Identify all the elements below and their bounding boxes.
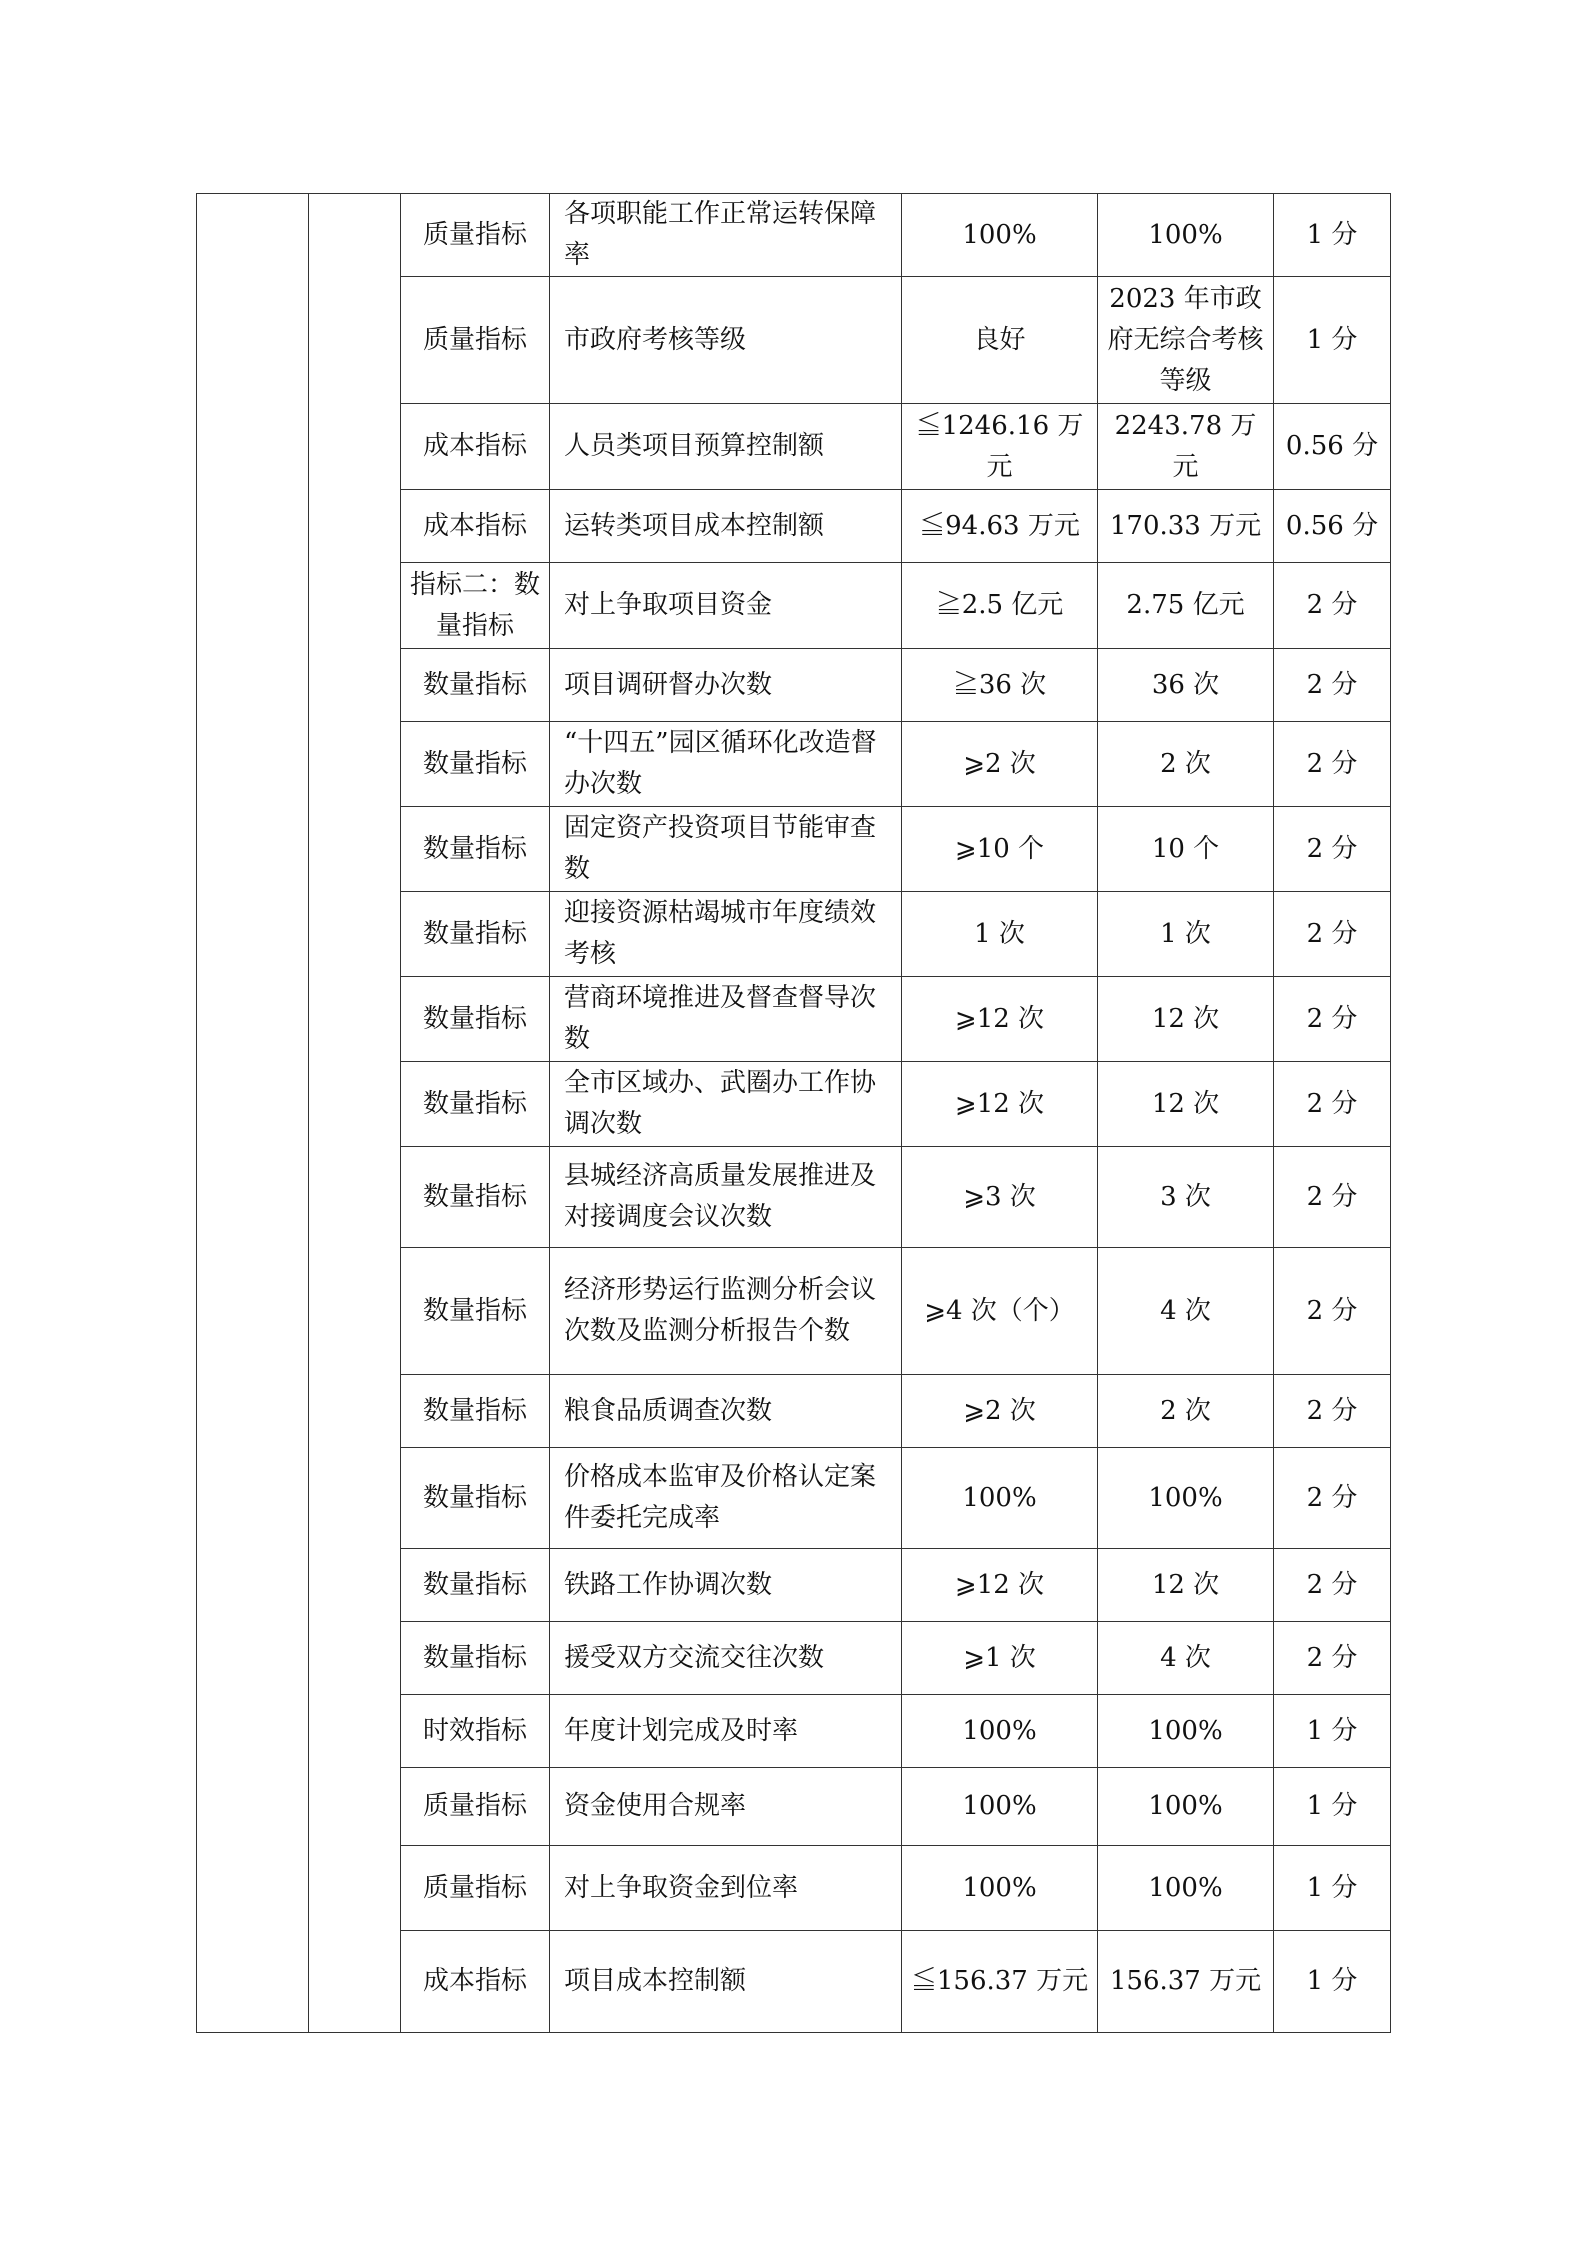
indicator-content-cell: 经济形势运行监测分析会议次数及监测分析报告个数 <box>550 1248 902 1375</box>
indicator-category-cell: 数量指标 <box>401 1062 550 1147</box>
indicator-category-cell: 数量指标 <box>401 807 550 892</box>
indicator-content-cell: 全市区域办、武圈办工作协调次数 <box>550 1062 902 1147</box>
target-value-cell: ⩾12 次 <box>902 1549 1098 1622</box>
actual-value-cell: 2 次 <box>1098 1375 1274 1448</box>
target-value-cell: ≧36 次 <box>902 649 1098 722</box>
actual-value-cell: 12 次 <box>1098 1062 1274 1147</box>
score-cell: 2 分 <box>1274 807 1391 892</box>
indicator-content-cell: 项目成本控制额 <box>550 1931 902 2033</box>
indicator-category-cell: 数量指标 <box>401 1375 550 1448</box>
actual-value-cell: 36 次 <box>1098 649 1274 722</box>
actual-value-cell: 12 次 <box>1098 1549 1274 1622</box>
target-value-cell: 100% <box>902 1448 1098 1549</box>
score-cell: 2 分 <box>1274 1248 1391 1375</box>
blank-level1-column <box>197 194 309 2033</box>
score-cell: 2 分 <box>1274 1448 1391 1549</box>
indicator-content-cell: 资金使用合规率 <box>550 1768 902 1846</box>
indicator-content-cell: 援受双方交流交往次数 <box>550 1622 902 1695</box>
indicator-category-cell: 数量指标 <box>401 649 550 722</box>
score-cell: 1 分 <box>1274 1931 1391 2033</box>
indicator-content-cell: 对上争取项目资金 <box>550 563 902 649</box>
indicator-category-cell: 数量指标 <box>401 977 550 1062</box>
score-cell: 2 分 <box>1274 892 1391 977</box>
target-value-cell: 1 次 <box>902 892 1098 977</box>
indicator-content-cell: 铁路工作协调次数 <box>550 1549 902 1622</box>
actual-value-cell: 100% <box>1098 194 1274 277</box>
target-value-cell: ⩾1 次 <box>902 1622 1098 1695</box>
indicator-content-cell: 迎接资源枯竭城市年度绩效考核 <box>550 892 902 977</box>
indicator-category-cell: 数量指标 <box>401 1448 550 1549</box>
score-cell: 1 分 <box>1274 1695 1391 1768</box>
indicator-content-cell: 县城经济高质量发展推进及对接调度会议次数 <box>550 1147 902 1248</box>
actual-value-cell: 156.37 万元 <box>1098 1931 1274 2033</box>
target-value-cell: 100% <box>902 1768 1098 1846</box>
actual-value-cell: 100% <box>1098 1768 1274 1846</box>
target-value-cell: ⩾12 次 <box>902 977 1098 1062</box>
indicator-category-cell: 质量指标 <box>401 277 550 404</box>
table-body <box>197 194 1391 2033</box>
score-cell: 1 分 <box>1274 1768 1391 1846</box>
actual-value-cell: 4 次 <box>1098 1622 1274 1695</box>
indicator-content-cell: 项目调研督办次数 <box>550 649 902 722</box>
score-cell: 1 分 <box>1274 1846 1391 1931</box>
indicator-category-cell: 数量指标 <box>401 722 550 807</box>
indicator-category-cell: 数量指标 <box>401 1549 550 1622</box>
actual-value-cell: 100% <box>1098 1846 1274 1931</box>
score-cell: 2 分 <box>1274 563 1391 649</box>
score-cell: 2 分 <box>1274 649 1391 722</box>
indicator-category-cell: 成本指标 <box>401 1931 550 2033</box>
target-value-cell: ⩾3 次 <box>902 1147 1098 1248</box>
target-value-cell: ⩾2 次 <box>902 1375 1098 1448</box>
actual-value-cell: 1 次 <box>1098 892 1274 977</box>
indicator-content-cell: 价格成本监审及价格认定案件委托完成率 <box>550 1448 902 1549</box>
score-cell: 2 分 <box>1274 1375 1391 1448</box>
indicator-content-cell: “十四五”园区循环化改造督办次数 <box>550 722 902 807</box>
indicator-content-cell: 粮食品质调查次数 <box>550 1375 902 1448</box>
indicator-category-cell: 成本指标 <box>401 490 550 563</box>
indicator-content-cell: 各项职能工作正常运转保障率 <box>550 194 902 277</box>
indicator-content-cell: 运转类项目成本控制额 <box>550 490 902 563</box>
indicator-content-cell: 固定资产投资项目节能审查数 <box>550 807 902 892</box>
target-value-cell: ⩾2 次 <box>902 722 1098 807</box>
indicator-category-cell: 成本指标 <box>401 404 550 490</box>
target-value-cell: 100% <box>902 1846 1098 1931</box>
score-cell: 1 分 <box>1274 277 1391 404</box>
actual-value-cell: 100% <box>1098 1448 1274 1549</box>
actual-value-cell: 4 次 <box>1098 1248 1274 1375</box>
target-value-cell: 良好 <box>902 277 1098 404</box>
indicator-category-cell: 时效指标 <box>401 1695 550 1768</box>
score-cell: 2 分 <box>1274 722 1391 807</box>
actual-value-cell: 170.33 万元 <box>1098 490 1274 563</box>
indicator-content-cell: 市政府考核等级 <box>550 277 902 404</box>
actual-value-cell: 3 次 <box>1098 1147 1274 1248</box>
indicator-category-cell: 数量指标 <box>401 1622 550 1695</box>
score-cell: 2 分 <box>1274 1062 1391 1147</box>
score-cell: 2 分 <box>1274 977 1391 1062</box>
target-value-cell: ⩾4 次（个） <box>902 1248 1098 1375</box>
target-value-cell: ≦156.37 万元 <box>902 1931 1098 2033</box>
actual-value-cell: 2.75 亿元 <box>1098 563 1274 649</box>
indicator-category-cell: 数量指标 <box>401 892 550 977</box>
actual-value-cell: 2023 年市政府无综合考核等级 <box>1098 277 1274 404</box>
indicator-category-cell: 指标二：数量指标 <box>401 563 550 649</box>
actual-value-cell: 2243.78 万元 <box>1098 404 1274 490</box>
indicator-content-cell: 年度计划完成及时率 <box>550 1695 902 1768</box>
target-value-cell: ⩾12 次 <box>902 1062 1098 1147</box>
indicator-category-cell: 质量指标 <box>401 1846 550 1931</box>
target-value-cell: ⩾10 个 <box>902 807 1098 892</box>
actual-value-cell: 100% <box>1098 1695 1274 1768</box>
score-cell: 2 分 <box>1274 1549 1391 1622</box>
performance-indicator-table <box>196 193 1391 2033</box>
target-value-cell: 100% <box>902 1695 1098 1768</box>
actual-value-cell: 10 个 <box>1098 807 1274 892</box>
target-value-cell: ≧2.5 亿元 <box>902 563 1098 649</box>
indicator-content-cell: 对上争取资金到位率 <box>550 1846 902 1931</box>
table-row <box>197 194 1391 277</box>
target-value-cell: ≦94.63 万元 <box>902 490 1098 563</box>
indicator-content-cell: 营商环境推进及督查督导次数 <box>550 977 902 1062</box>
indicator-category-cell: 质量指标 <box>401 1768 550 1846</box>
blank-level2-column <box>309 194 401 2033</box>
indicator-content-cell: 人员类项目预算控制额 <box>550 404 902 490</box>
score-cell: 2 分 <box>1274 1147 1391 1248</box>
score-cell: 0.56 分 <box>1274 404 1391 490</box>
actual-value-cell: 12 次 <box>1098 977 1274 1062</box>
target-value-cell: ≦1246.16 万元 <box>902 404 1098 490</box>
indicator-category-cell: 数量指标 <box>401 1248 550 1375</box>
indicator-category-cell: 数量指标 <box>401 1147 550 1248</box>
indicator-category-cell: 质量指标 <box>401 194 550 277</box>
actual-value-cell: 2 次 <box>1098 722 1274 807</box>
score-cell: 2 分 <box>1274 1622 1391 1695</box>
target-value-cell: 100% <box>902 194 1098 277</box>
score-cell: 1 分 <box>1274 194 1391 277</box>
score-cell: 0.56 分 <box>1274 490 1391 563</box>
